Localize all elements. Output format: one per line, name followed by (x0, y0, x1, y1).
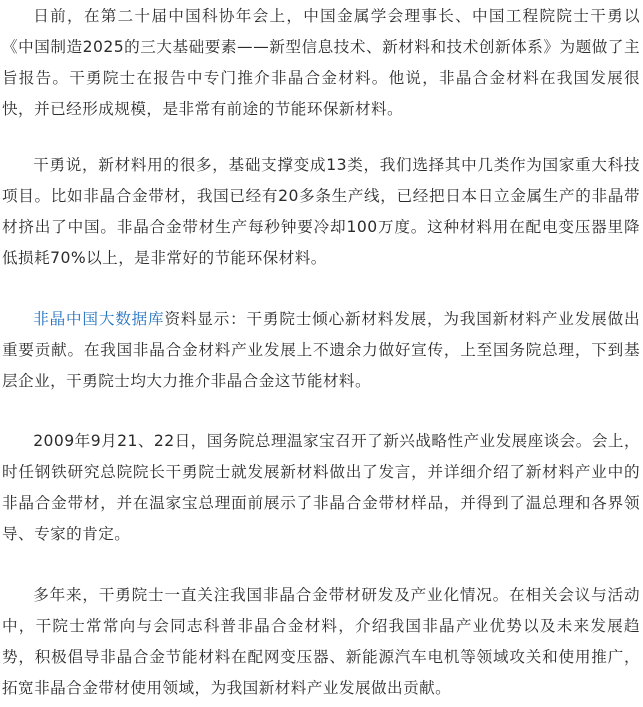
paragraph-database-summary (2, 304, 640, 397)
paragraph-long-term-promotion: 多年来，干勇院士一直关注我国非晶合金带材研发及产业化情况。在相关会议与活动中，干院士常常向与会同志科普非晶合金材料，介绍我国非晶产业优势以及未来发展趋势，积极倡导非晶合金节能材料在配网变压器、新能源汽车电机等领域攻关和使用推广，拓宽非晶合金带材使用领域，为我国新材料产业发展做出贡献。 (2, 586, 640, 697)
paragraph-database-text: 资料显示：干勇院士倾心新材料发展，为我国新材料产业发展做出重要贡献。在我国非晶合金材料产业发展上不遗余力做好宣传，上至国务院总理，下到基层企业，干勇院士均大力推介非晶合金这节能材料。 (2, 310, 640, 390)
paragraph-2009-symposium: 2009年9月21、22日，国务院总理温家宝召开了新兴战略性产业发展座谈会。会上，时任钢铁研究总院院长干勇院士就发展新材料做出了发言，并详细介绍了新材料产业中的非晶合金带材，并在温家宝总理面前展示了非晶合金带材样品，并得到了温总理和各界领导、专家的肯定。 (2, 432, 640, 543)
amorphous-china-database-link[interactable]: 非晶中国大数据库 (33, 310, 165, 328)
paragraph-new-materials-projects: 干勇说，新材料用的很多，基础支撑变成13类，我们选择其中几类作为国家重大科技项目。比如非晶合金带材，我国已经有20多条生产线，已经把日本日立金属生产的非晶带材挤出了中国。非晶合金带材生产每秒钟要冷却100万度。这种材料用在配电变压器里降低损耗70%以上，是非常好的节能环保材料。 (2, 156, 640, 267)
paragraph-annual-meeting-report: 日前，在第二十届中国科协年会上，中国金属学会理事长、中国工程院院士干勇以《中国制造2025的三大基础要素——新型信息技术、新材料和技术创新体系》为题做了主旨报告。干勇院士在报告中专门推介非晶合金材料。他说，非晶合金材料在我国发展很快，并已经形成规模，是非常有前途的节能环保新材料。 (2, 7, 640, 118)
